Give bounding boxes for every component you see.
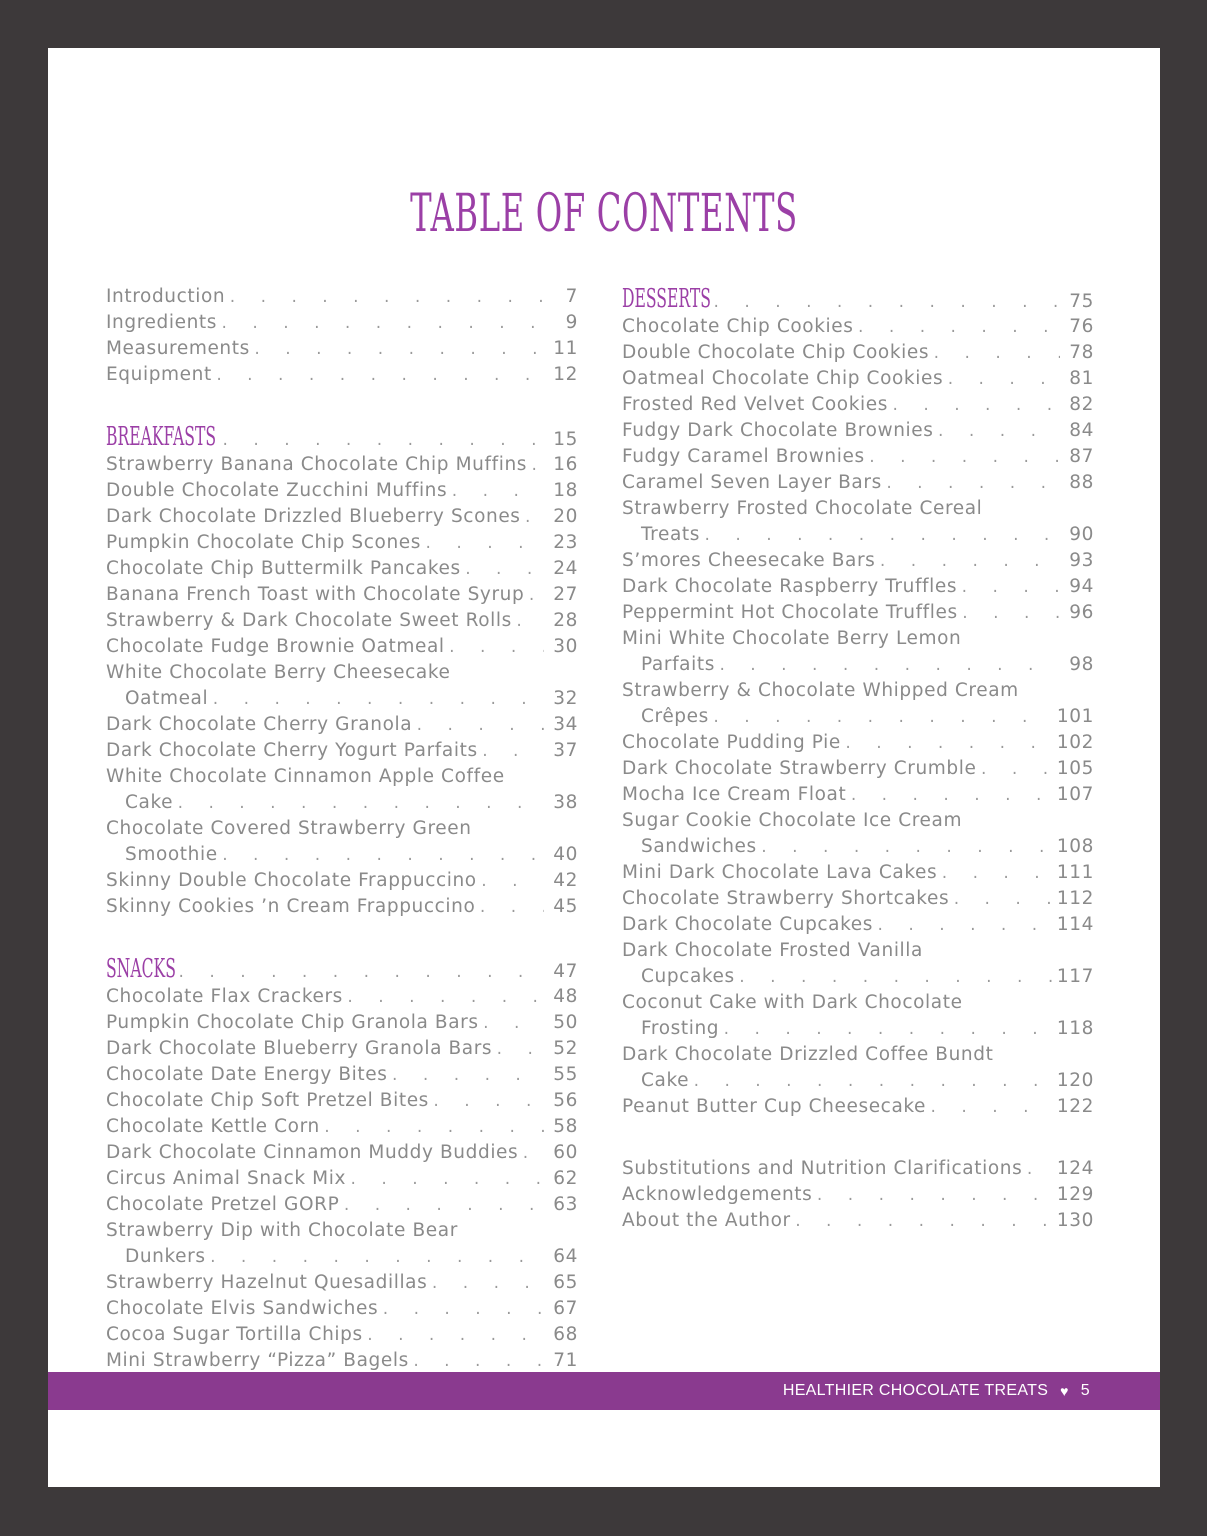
toc-section-heading[interactable] [106, 422, 578, 452]
page-number: 42 [553, 870, 578, 891]
entry-title: Frosting [641, 1018, 720, 1039]
toc-entry[interactable] [106, 1166, 578, 1192]
dot-leader [429, 1089, 544, 1115]
entry-title: Dark Chocolate Cherry Yogurt Parfaits [106, 740, 478, 761]
toc-entry[interactable] [622, 886, 1094, 912]
toc-entry[interactable] [106, 1218, 578, 1244]
entry-title: Measurements [106, 338, 250, 359]
dot-leader [461, 557, 544, 583]
dot-leader [949, 887, 1053, 913]
toc-entry[interactable] [106, 1140, 578, 1166]
toc-entry[interactable] [622, 340, 1094, 366]
page-number: 111 [1056, 862, 1094, 883]
page-number: 108 [1056, 836, 1094, 857]
page-number: 28 [553, 610, 578, 631]
entry-title: Pumpkin Chocolate Chip Scones [106, 532, 422, 553]
page-number: 96 [1069, 602, 1094, 623]
toc-entry[interactable] [622, 626, 1094, 652]
dot-leader [208, 687, 544, 713]
toc-entry[interactable] [622, 860, 1094, 886]
toc-entry[interactable] [106, 868, 578, 894]
dot-leader [841, 731, 1053, 757]
entry-title: Chocolate Chip Soft Pretzel Bites [106, 1090, 429, 1111]
toc-entry[interactable] [622, 990, 1094, 1016]
entry-title: Strawberry Hazelnut Quesadillas [106, 1272, 428, 1293]
entry-title: Mocha Ice Cream Float [622, 784, 847, 805]
toc-entry[interactable] [622, 756, 1094, 782]
dot-leader [757, 835, 1053, 861]
page-number: 32 [553, 688, 578, 709]
toc-entry[interactable] [622, 444, 1094, 470]
entry-title: Cupcakes [641, 966, 735, 987]
entry-title: Double Chocolate Chip Cookies [622, 342, 930, 363]
toc-entry[interactable] [106, 764, 578, 790]
toc-entry[interactable] [106, 686, 578, 712]
entry-title: Parfaits [641, 654, 715, 675]
entry-title: Fudgy Dark Chocolate Brownies [622, 420, 934, 441]
toc-entry[interactable] [106, 712, 578, 738]
toc-entry[interactable] [106, 336, 578, 362]
toc-entry[interactable] [622, 1208, 1094, 1234]
toc-entry[interactable] [622, 730, 1094, 756]
entry-title: Dark Chocolate Cherry Granola [106, 714, 413, 735]
dot-leader [492, 1037, 544, 1063]
entry-title: Cake [125, 792, 174, 813]
footer-book-title: HEALTHIER CHOCOLATE TREATS [782, 1382, 1049, 1399]
dot-leader [343, 985, 544, 1011]
page-number: 11 [553, 338, 578, 359]
entry-title: Peppermint Hot Chocolate Truffles [622, 602, 958, 623]
toc-entry[interactable] [106, 1322, 578, 1348]
toc-entry[interactable] [622, 1042, 1094, 1068]
entry-title: Strawberry Frosted Chocolate Cereal [622, 498, 983, 519]
entry-title: Strawberry Dip with Chocolate Bear [106, 1220, 458, 1241]
toc-entry[interactable] [106, 660, 578, 686]
toc-entry[interactable] [622, 496, 1094, 522]
entry-title: Chocolate Fudge Brownie Oatmeal [106, 636, 445, 657]
page-number: 23 [553, 532, 578, 553]
toc-entry[interactable] [622, 1016, 1094, 1042]
entry-title: White Chocolate Cinnamon Apple Coffee [106, 766, 505, 787]
toc-entry[interactable] [106, 1296, 578, 1322]
toc-entry[interactable] [622, 1094, 1094, 1120]
entry-title: Mini White Chocolate Berry Lemon [622, 628, 962, 649]
page-number: 76 [1069, 316, 1094, 337]
page-number: 55 [553, 1064, 578, 1085]
dot-leader [447, 479, 544, 505]
heart-icon: ♥ [1060, 1383, 1069, 1399]
entry-title: Cocoa Sugar Tortilla Chips [106, 1324, 363, 1345]
page-number: 12 [553, 364, 578, 385]
toc-entry[interactable] [622, 912, 1094, 938]
page-number: 67 [553, 1298, 578, 1319]
page-number: 122 [1056, 1096, 1094, 1117]
page-number: 52 [553, 1038, 578, 1059]
book-page [48, 48, 1160, 1487]
entry-title: Chocolate Elvis Sandwiches [106, 1298, 379, 1319]
dot-leader [524, 583, 544, 609]
dot-leader [477, 869, 544, 895]
dot-leader [518, 1141, 544, 1167]
dot-leader [689, 1069, 1053, 1095]
toc-entry[interactable] [106, 1348, 578, 1374]
page-number: 130 [1056, 1210, 1094, 1231]
dot-leader [791, 1209, 1053, 1235]
page-number: 105 [1056, 758, 1094, 779]
toc-entry[interactable] [622, 782, 1094, 808]
dot-leader [346, 1167, 544, 1193]
entry-title: Caramel Seven Layer Bars [622, 472, 882, 493]
entry-title: Chocolate Pretzel GORP [106, 1194, 340, 1215]
entry-title: Oatmeal Chocolate Chip Cookies [622, 368, 944, 389]
page-number: 117 [1056, 966, 1094, 987]
dot-leader [719, 1017, 1053, 1043]
dot-leader [934, 419, 1060, 445]
page-number: 82 [1069, 394, 1094, 415]
page-number: 75 [1069, 291, 1094, 312]
toc-entry[interactable] [106, 530, 578, 556]
page-number: 101 [1056, 706, 1094, 727]
dot-leader [217, 311, 544, 337]
page-number: 9 [565, 312, 578, 333]
toc-entry[interactable] [622, 678, 1094, 704]
toc-entry[interactable] [106, 1062, 578, 1088]
dot-leader [882, 471, 1060, 497]
page-number: 27 [553, 584, 578, 605]
entry-title: Chocolate Covered Strawberry Green [106, 818, 472, 839]
dot-leader [250, 337, 544, 363]
toc-entry[interactable] [622, 418, 1094, 444]
page-number: 124 [1056, 1158, 1094, 1179]
toc-entry[interactable] [106, 842, 578, 868]
page-number: 50 [553, 1012, 578, 1033]
entry-title: Mini Dark Chocolate Lava Cakes [622, 862, 938, 883]
page-number: 84 [1069, 420, 1094, 441]
dot-leader [929, 341, 1060, 367]
toc-entry[interactable] [622, 1182, 1094, 1208]
toc-entry[interactable] [106, 478, 578, 504]
entry-title: Dark Chocolate Drizzled Coffee Bundt [622, 1044, 994, 1065]
dot-leader [445, 635, 544, 661]
page-number: 40 [553, 844, 578, 865]
entry-title: Oatmeal [125, 688, 209, 709]
entry-title: Dark Chocolate Frosted Vanilla [622, 940, 923, 961]
toc-entry[interactable] [622, 522, 1094, 548]
dot-leader [475, 895, 544, 921]
dot-leader [521, 505, 544, 531]
dot-leader [853, 315, 1060, 341]
toc-entry[interactable] [106, 790, 578, 816]
entry-title: Strawberry Banana Chocolate Chip Muffins [106, 454, 528, 475]
toc-entry[interactable] [106, 738, 578, 764]
page-number: 15 [553, 429, 578, 450]
page-number: 81 [1069, 368, 1094, 389]
entry-title: Smoothie [125, 844, 218, 865]
dot-leader [512, 609, 544, 635]
entry-title: Dark Chocolate Strawberry Crumble [622, 758, 977, 779]
dot-leader [873, 913, 1053, 939]
toc-entry[interactable] [622, 366, 1094, 392]
entry-title: Coconut Cake with Dark Chocolate [622, 992, 963, 1013]
section-title: SNACKS [106, 954, 176, 984]
entry-title: Skinny Cookies ’n Cream Frappuccino [106, 896, 476, 917]
entry-title: Treats [641, 524, 700, 545]
page-number: 37 [553, 740, 578, 761]
toc-entry[interactable] [622, 1068, 1094, 1094]
page-number: 30 [553, 636, 578, 657]
entry-title: Dark Chocolate Blueberry Granola Bars [106, 1038, 493, 1059]
toc-entry[interactable] [106, 1010, 578, 1036]
entry-title: Introduction [106, 286, 226, 307]
page-number: 16 [553, 454, 578, 475]
entry-title: Dark Chocolate Cupcakes [622, 914, 873, 935]
toc-entry[interactable] [622, 704, 1094, 730]
dot-leader [888, 393, 1060, 419]
page-number: 107 [1056, 784, 1094, 805]
page-number: 20 [553, 506, 578, 527]
dot-leader [378, 1297, 544, 1323]
section-title: BREAKFASTS [106, 422, 217, 452]
dot-leader [225, 285, 544, 311]
entry-title: Acknowledgements [622, 1184, 813, 1205]
toc-entry[interactable] [106, 608, 578, 634]
entry-title: Frosted Red Velvet Cookies [622, 394, 888, 415]
toc-entry[interactable] [622, 1156, 1094, 1182]
entry-title: Equipment [106, 364, 212, 385]
page-number: 18 [553, 480, 578, 501]
page-number: 65 [553, 1272, 578, 1293]
entry-title: Chocolate Strawberry Shortcakes [622, 888, 950, 909]
toc-section-heading[interactable] [622, 284, 1094, 314]
toc-entry[interactable] [622, 470, 1094, 496]
entry-title: Dark Chocolate Cinnamon Muddy Buddies [106, 1142, 519, 1163]
toc-entry[interactable] [106, 984, 578, 1010]
toc-section-heading[interactable] [106, 954, 578, 984]
page-number: 45 [553, 896, 578, 917]
page-number: 129 [1056, 1184, 1094, 1205]
page-number: 102 [1056, 732, 1094, 753]
toc-entry[interactable] [106, 452, 578, 478]
footer-bar [48, 1372, 1160, 1410]
toc-entry[interactable] [106, 1088, 578, 1114]
dot-leader [735, 965, 1053, 991]
dot-leader [212, 363, 544, 389]
entry-title: Dunkers [125, 1246, 206, 1267]
dot-leader [421, 531, 544, 557]
entry-title: Peanut Butter Cup Cheesecake [622, 1096, 927, 1117]
toc-entry[interactable] [106, 362, 578, 388]
page-number: 94 [1069, 576, 1094, 597]
entry-title: Strawberry & Chocolate Whipped Cream [622, 680, 1019, 701]
toc-entry[interactable] [106, 816, 578, 842]
dot-leader [478, 739, 544, 765]
dot-leader [412, 713, 544, 739]
dot-leader [943, 367, 1060, 393]
entry-title: Chocolate Date Energy Bites [106, 1064, 388, 1085]
dot-leader [527, 453, 544, 479]
page-number: 71 [553, 1350, 578, 1371]
page-number: 48 [553, 986, 578, 1007]
page-number: 63 [553, 1194, 578, 1215]
page-number: 98 [1069, 654, 1094, 675]
entry-title: S’mores Cheesecake Bars [622, 550, 876, 571]
page-number: 112 [1056, 888, 1094, 909]
dot-leader [715, 653, 1060, 679]
entry-title: Dark Chocolate Raspberry Truffles [622, 576, 958, 597]
dot-leader [875, 549, 1060, 575]
dot-leader [479, 1011, 544, 1037]
dot-leader [388, 1063, 545, 1089]
page-number: 47 [553, 961, 578, 982]
toc-entry[interactable] [106, 556, 578, 582]
dot-leader [926, 1095, 1053, 1121]
dot-leader [846, 783, 1053, 809]
dot-leader [1022, 1157, 1053, 1183]
section-spacer [106, 388, 578, 422]
page-number: 64 [553, 1246, 578, 1267]
toc-entry[interactable] [622, 808, 1094, 834]
entry-title: Circus Animal Snack Mix [106, 1168, 346, 1189]
page-number: 62 [553, 1168, 578, 1189]
toc-entry[interactable] [106, 284, 578, 310]
footer-page-number: 5 [1080, 1382, 1090, 1399]
dot-leader [173, 791, 544, 817]
toc-entry[interactable] [622, 834, 1094, 860]
entry-title: Ingredients [106, 312, 217, 333]
entry-title: About the Author [622, 1210, 791, 1231]
page-number: 56 [553, 1090, 578, 1111]
dot-leader [865, 445, 1060, 471]
toc-entry[interactable] [622, 548, 1094, 574]
toc-entry[interactable] [106, 1114, 578, 1140]
entry-title: Skinny Double Chocolate Frappuccino [106, 870, 477, 891]
entry-title: Fudgy Caramel Brownies [622, 446, 865, 467]
entry-title: Crêpes [641, 706, 709, 727]
dot-leader [976, 757, 1052, 783]
page-number: 78 [1069, 342, 1094, 363]
toc-entry[interactable] [622, 314, 1094, 340]
toc-entry[interactable] [106, 582, 578, 608]
page-number: 24 [553, 558, 578, 579]
entry-title: Sandwiches [641, 836, 757, 857]
toc-entry[interactable] [622, 600, 1094, 626]
toc-entry[interactable] [622, 392, 1094, 418]
toc-entry[interactable] [106, 1036, 578, 1062]
dot-leader [937, 861, 1053, 887]
dot-leader [958, 601, 1060, 627]
page-number: 88 [1069, 472, 1094, 493]
dot-leader [218, 843, 544, 869]
section-spacer [622, 1120, 1094, 1156]
page-number: 38 [553, 792, 578, 813]
entry-title: Chocolate Pudding Pie [622, 732, 841, 753]
page-number: 34 [553, 714, 578, 735]
toc-entry[interactable] [106, 1244, 578, 1270]
page-number: 87 [1069, 446, 1094, 467]
section-spacer [106, 920, 578, 954]
page-number: 58 [553, 1116, 578, 1137]
dot-leader [957, 575, 1060, 601]
entry-title: Substitutions and Nutrition Clarifications [622, 1158, 1023, 1179]
entry-title: Pumpkin Chocolate Chip Granola Bars [106, 1012, 479, 1033]
entry-title: Cake [641, 1070, 690, 1091]
entry-title: White Chocolate Berry Cheesecake [106, 662, 451, 683]
toc-right-column [622, 284, 1094, 1234]
toc-entry[interactable] [106, 1270, 578, 1296]
toc-left-column [106, 284, 578, 1400]
entry-title: Strawberry & Dark Chocolate Sweet Rolls [106, 610, 512, 631]
dot-leader [427, 1271, 544, 1297]
page-number: 114 [1056, 914, 1094, 935]
page-number: 7 [565, 286, 578, 307]
entry-title: Chocolate Chip Cookies [622, 316, 854, 337]
toc-entry[interactable] [106, 504, 578, 530]
entry-title: Chocolate Flax Crackers [106, 986, 343, 1007]
entry-title: Sugar Cookie Chocolate Ice Cream [622, 810, 963, 831]
page-number: 90 [1069, 524, 1094, 545]
dot-leader [812, 1183, 1052, 1209]
dot-leader [339, 1193, 544, 1219]
entry-title: Chocolate Kettle Corn [106, 1116, 320, 1137]
dot-leader [206, 1245, 544, 1271]
toc-entry[interactable] [622, 964, 1094, 990]
page-number: 120 [1056, 1070, 1094, 1091]
toc-entry[interactable] [622, 938, 1094, 964]
entry-title: Double Chocolate Zucchini Muffins [106, 480, 448, 501]
toc-entry[interactable] [106, 310, 578, 336]
dot-leader [700, 523, 1060, 549]
entry-title: Dark Chocolate Drizzled Blueberry Scones [106, 506, 521, 527]
toc-entry[interactable] [106, 894, 578, 920]
page-number: 68 [553, 1324, 578, 1345]
dot-leader [320, 1115, 544, 1141]
section-title: DESSERTS [622, 284, 711, 314]
toc-entry[interactable] [622, 652, 1094, 678]
dot-leader [363, 1323, 544, 1349]
toc-entry[interactable] [622, 574, 1094, 600]
page-number: 118 [1056, 1018, 1094, 1039]
toc-entry[interactable] [106, 1192, 578, 1218]
entry-title: Banana French Toast with Chocolate Syrup [106, 584, 525, 605]
entry-title: Mini Strawberry “Pizza” Bagels [106, 1350, 409, 1371]
toc-entry[interactable] [106, 634, 578, 660]
entry-title: Chocolate Chip Buttermilk Pancakes [106, 558, 461, 579]
page-number: 93 [1069, 550, 1094, 571]
page-number: 60 [553, 1142, 578, 1163]
page-title: TABLE OF CONTENTS [410, 184, 798, 244]
dot-leader [709, 705, 1053, 731]
